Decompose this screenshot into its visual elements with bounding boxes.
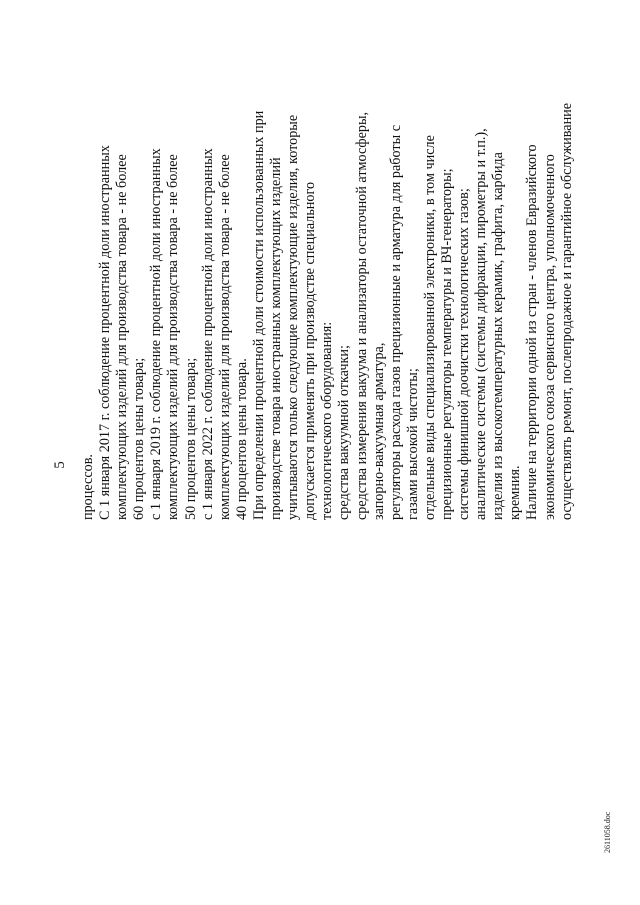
text-line: При определении процентной доли стоимости использованных при bbox=[250, 110, 267, 520]
text-line: комплектующих изделий для производства товара - не более bbox=[165, 154, 182, 520]
text-line: экономического союза сервисного центра, уполномоченного bbox=[541, 154, 558, 520]
text-line: производстве товара иностранных комплектующих изделий bbox=[268, 157, 285, 520]
text-line: 60 процентов цены товара; bbox=[131, 357, 148, 520]
text-line: кремния. bbox=[507, 465, 524, 520]
text-line: прецизионные регуляторы температуры и ВЧ-генераторы; bbox=[438, 168, 455, 520]
text-line: регуляторы расхода газов прецизионные и арматура для работы с bbox=[387, 125, 404, 520]
body-text bbox=[80, 70, 576, 520]
text-line: запорно-вакуумная арматура, bbox=[370, 342, 387, 520]
text-line: с 1 января 2019 г. соблюдение процентной доли иностранных bbox=[148, 148, 165, 520]
text-line: аналитические системы (системы дифракции, пирометры и т.п.), bbox=[473, 128, 490, 520]
text-line: газами высокой чистоты; bbox=[404, 368, 421, 520]
page-number: 5 bbox=[52, 461, 68, 469]
text-line: допускается применять при производстве специального bbox=[302, 181, 319, 520]
text-line: процессов. bbox=[80, 454, 96, 520]
text-line: С 1 января 2017 г. соблюдение процентной доли иностранных bbox=[97, 145, 114, 520]
text-line: комплектующих изделий для производства товара - не более bbox=[114, 154, 131, 520]
text-line: 40 процентов цены товара. bbox=[233, 358, 250, 520]
text-line: осуществлять ремонт, послепродажное и гарантийное обслуживание bbox=[558, 102, 575, 520]
text-line: системы финишной доочистки технологических газов; bbox=[456, 188, 473, 520]
text-line: 50 процентов цены товара; bbox=[182, 357, 199, 520]
text-line: средства вакуумной откачки; bbox=[336, 345, 353, 520]
document-id: 2611058.doc bbox=[603, 811, 612, 853]
text-line: с 1 января 2022 г. соблюдение процентной доли иностранных bbox=[199, 148, 216, 520]
text-line: средства измерения вакуума и анализаторы остаточной атмосферы, bbox=[353, 111, 370, 520]
text-line: учитываются только следующие комплектующие изделия, которые bbox=[285, 114, 302, 520]
text-line: технологического оборудования: bbox=[319, 321, 336, 520]
text-line: Наличие на территории одной из стран - членов Евразийского bbox=[524, 144, 541, 520]
text-line: отдельные виды специализированной электроники, в том числе bbox=[421, 135, 438, 520]
text-line: изделия из высокотемпературных керамик, графита, карбида bbox=[490, 152, 507, 520]
text-line: комплектующих изделий для производства товара - не более bbox=[216, 154, 233, 520]
body-text-block bbox=[80, 70, 640, 520]
